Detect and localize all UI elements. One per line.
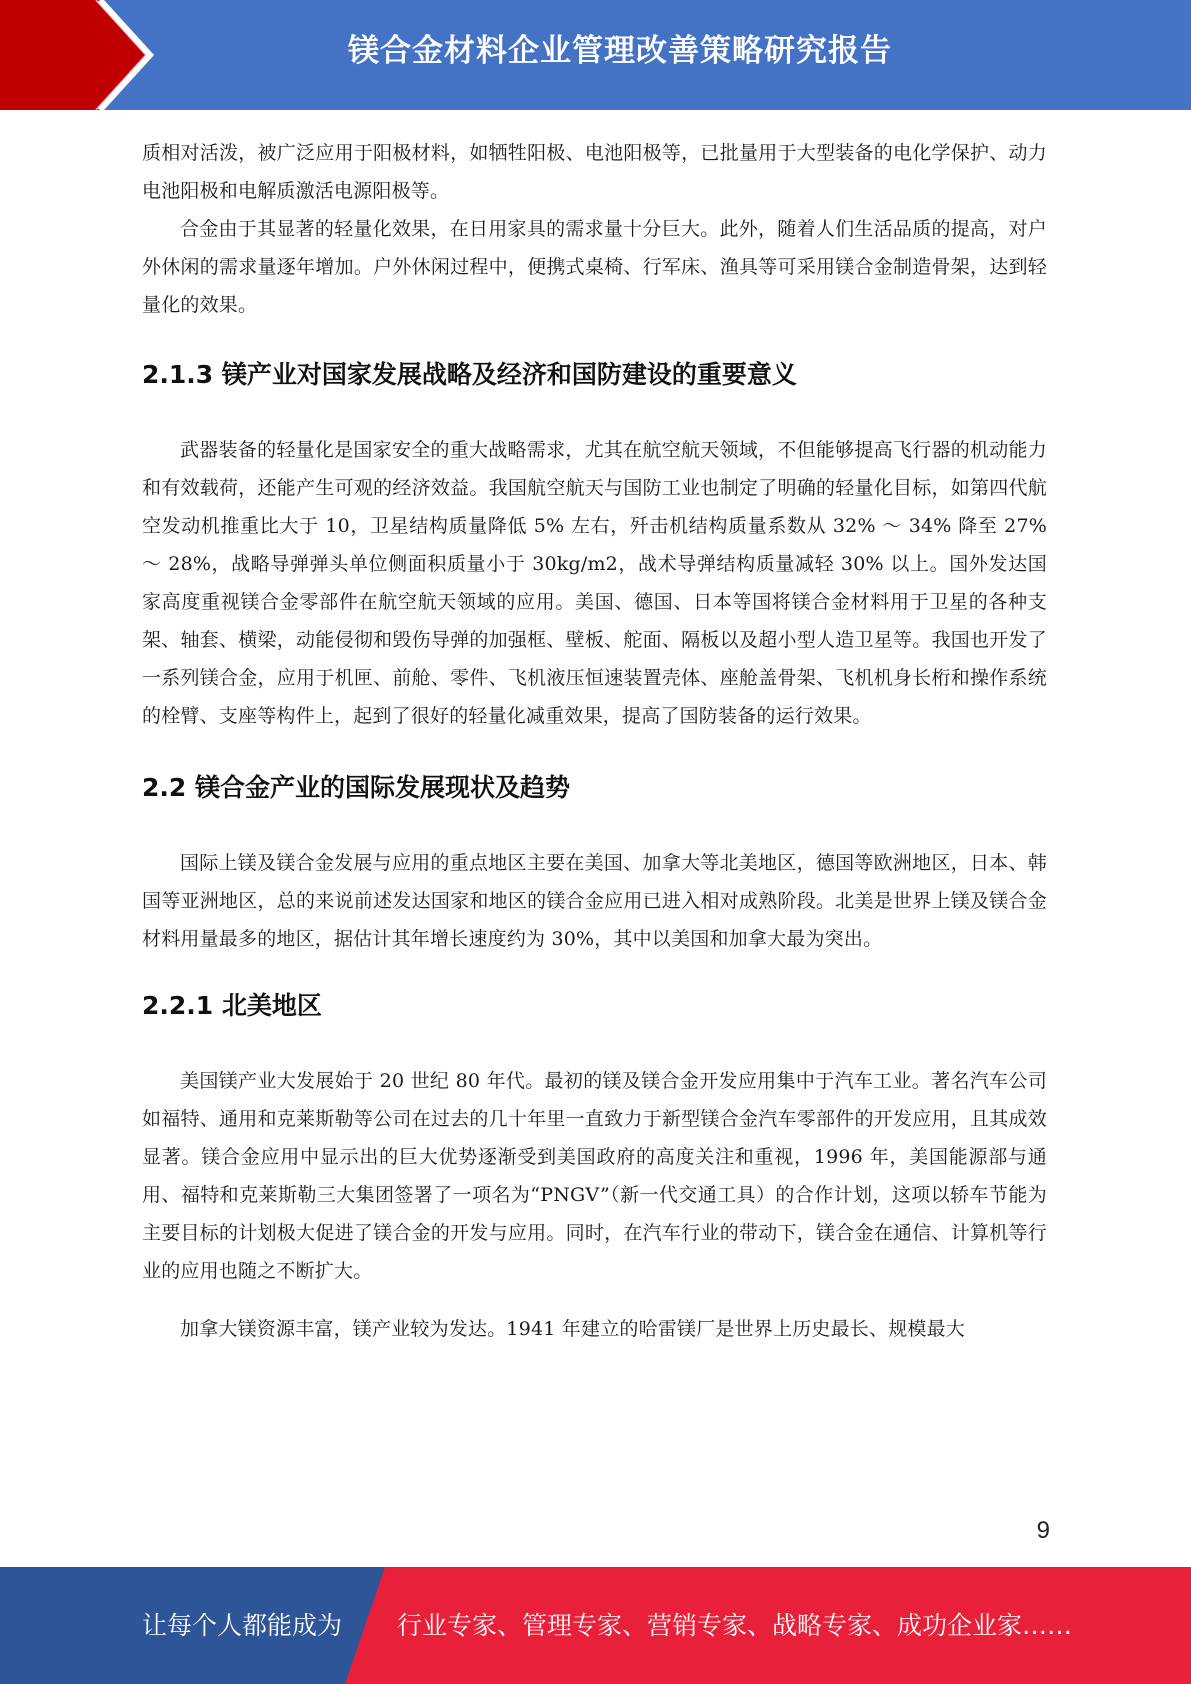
paragraph: 国际上镁及镁合金发展与应用的重点地区主要在美国、加拿大等北美地区，德国等欧洲地区，日本、韩国等亚洲地区，总的来说前述发达国家和地区的镁合金应用已进入相对成熟阶段。北美是世界上镁及镁合金材料用量最多的地区，据估计其年增长速度约为 30%，其中以美国和加拿大最为突出。: [142, 852, 1047, 950]
document-title: 镁合金材料企业管理改善策略研究报告: [348, 33, 892, 69]
paragraph: 合金由于其显著的轻量化效果，在日用家具的需求量十分巨大。此外，随着人们生活品质的提高，对户外休闲的需求量逐年增加。户外休闲过程中，便携式桌椅、行军床、渔具等可采用镁合金制造骨架，达到轻量化的效果。: [142, 218, 1047, 316]
footer-slogan-left: 让每个人都能成为: [142, 1611, 343, 1640]
paragraph: 质相对活泼，被广泛应用于阳极材料，如牺牲阳极、电池阳极等，已批量用于大型装备的电化学保护、动力电池阳极和电解质激活电源阳极等。: [142, 142, 1047, 202]
paragraph: 美国镁产业大发展始于 20 世纪 80 年代。最初的镁及镁合金开发应用集中于汽车工业。著名汽车公司如福特、通用和克莱斯勒等公司在过去的几十年里一直致力于新型镁合金汽车零部件的开发应用，且其成效显著。镁合金应用中显示出的巨大优势逐渐受到美国政府的高度关注和重视，1996 年，美国能源部与通用、福特和克莱斯勒三大集团签署了一项名为“PNGV”（新一代交通工具）的合作计划，这项以轿车节能为主要目标的计划极大促进了镁合金的开发与应用。同时，在汽车行业的带动下，镁合金在通信、计算机等行业的应用也随之不断扩大。: [142, 1070, 1047, 1282]
section-heading: 2.2.1 北美地区: [142, 991, 322, 1020]
section-heading: 2.2 镁合金产业的国际发展现状及趋势: [142, 773, 570, 802]
footer-slogan-right: 行业专家、管理专家、营销专家、战略专家、成功企业家……: [397, 1611, 1073, 1640]
page-header: [0, 0, 1191, 112]
section-heading: 2.1.3 镁产业对国家发展战略及经济和国防建设的重要意义: [142, 360, 797, 389]
page-footer: [0, 1567, 1191, 1684]
page-number: 9: [1036, 1517, 1050, 1544]
paragraph: 加拿大镁资源丰富，镁产业较为发达。1941 年建立的哈雷镁厂是世界上历史最长、规模最大: [180, 1318, 965, 1340]
document-body: [142, 134, 1047, 1348]
paragraph: 武器装备的轻量化是国家安全的重大战略需求，尤其在航空航天领域，不但能够提高飞行器的机动能力和有效载荷，还能产生可观的经济效益。我国航空航天与国防工业也制定了明确的轻量化目标，如第四代航空发动机推重比大于 10，卫星结构质量降低 5% 左右，歼击机结构质量系数从 32% ～ 34% 降至 27% ～ 28%，战略导弹弹头单位侧面积质量小于 30kg/m2，战术导弹结构质量减轻 30% 以上。国外发达国家高度重视镁合金零部件在航空航天领域的应用。美国、德国、日本等国将镁合金材料用于卫星的各种支架、轴套、横梁，动能侵彻和毁伤导弹的加强框、壁板、舵面、隔板以及超小型人造卫星等。我国也开发了一系列镁合金，应用于机匣、前舱、零件、飞机液压恒速装置壳体、座舱盖骨架、飞机机身长桁和操作系统的栓臂、支座等构件上，起到了很好的轻量化减重效果，提高了国防装备的运行效果。: [142, 439, 1047, 727]
